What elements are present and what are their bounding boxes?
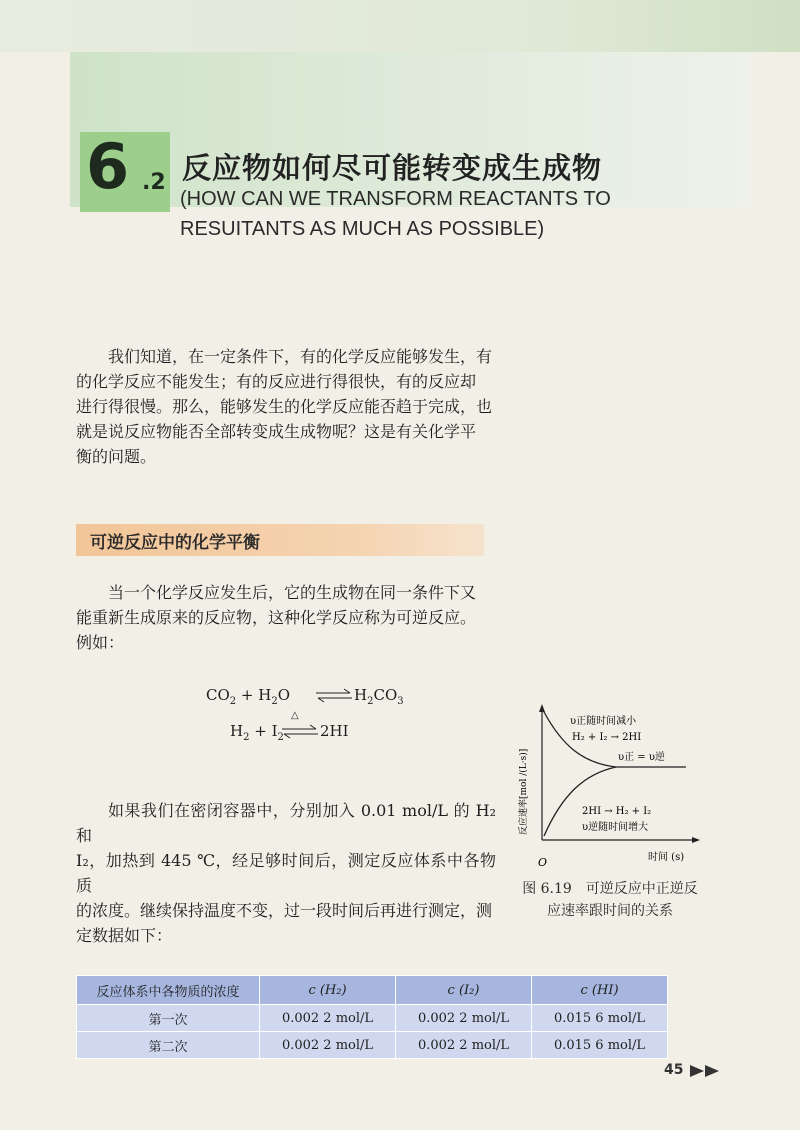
section-heading: 可逆反应中的化学平衡 (90, 533, 260, 553)
table-cell: 第二次 (77, 1032, 260, 1059)
table-cell: 0.015 6 mol/L (532, 1005, 668, 1032)
next-page-arrows-icon (690, 1064, 724, 1078)
para1-line-2: 能重新生成原来的反应物，这种化学反应称为可逆反应。 (76, 608, 477, 627)
intro-line-4: 就是说反应物能否全部转变成生成物呢？这是有关化学平 (76, 422, 477, 441)
equation-hydrogen-iodine (230, 722, 284, 743)
rate-time-figure (500, 700, 710, 870)
intro-line-2: 的化学反应不能发生；有的反应进行得很快，有的反应却 (76, 372, 477, 391)
forward-rate-label: υ正随时间减小 (570, 716, 637, 727)
figure-caption (510, 878, 710, 922)
reversible-arrow-1 (316, 688, 352, 704)
chapter-number: 6 (86, 130, 130, 203)
eq1-o: O (277, 686, 291, 704)
intro-line-3: 进行得很慢。那么，能够发生的化学反应能否趋于完成，也 (76, 397, 493, 416)
section-title-english (180, 184, 700, 244)
intro-line-5: 衡的问题。 (76, 447, 157, 466)
eq1-h2-sub: 2 (367, 696, 374, 707)
reversible-reaction-paragraph (76, 580, 496, 655)
table-row (77, 1005, 668, 1032)
figure-y-arrow (539, 704, 545, 712)
table-cell: 0.002 2 mol/L (260, 1032, 396, 1059)
experiment-line-1: 如果我们在密闭容器中，分别加入 0.01 mol/L 的 H₂ 和 (76, 801, 496, 845)
experiment-paragraph (76, 798, 496, 948)
experiment-line-3: 的浓度。继续保持温度不变，过一段时间后再进行测定，测 (76, 901, 493, 920)
figure-origin: O (538, 856, 548, 869)
figure-x-label: 时间 (s) (648, 852, 685, 863)
page-number: 45 (664, 1062, 684, 1078)
concentration-table (76, 975, 668, 1059)
table-cell: 0.015 6 mol/L (532, 1032, 668, 1059)
table-cell: 0.002 2 mol/L (260, 1005, 396, 1032)
reverse-rate-label: υ逆随时间增大 (582, 822, 649, 833)
table-header-cell: 反应体系中各物质的浓度 (77, 976, 260, 1005)
title-en-line-1: (HOW CAN WE TRANSFORM REACTANTS TO (180, 188, 611, 210)
experiment-line-4: 定数据如下： (76, 926, 173, 945)
eq2-h-sub: 2 (243, 732, 250, 743)
table-header-cell: c (HI) (532, 976, 668, 1005)
eq1-co3-sub: 3 (397, 696, 404, 707)
caption-line-1: 图 6.19 可逆反应中正逆反 (522, 881, 698, 897)
experiment-line-2: I₂，加热到 445 ℃，经足够时间后，测定反应体系中各物质 (76, 851, 496, 895)
eq1-co-sub: 2 (229, 696, 237, 707)
equation-carbonic-acid (354, 686, 404, 707)
caption-line-2: 应速率跟时间的关系 (547, 903, 673, 919)
eq1-co: CO (206, 686, 230, 704)
reverse-reaction-label: 2HI → H₂ + I₂ (582, 806, 652, 817)
eq1-h2: H (354, 686, 368, 704)
intro-line-1: 我们知道，在一定条件下，有的化学反应能够发生，有 (108, 347, 493, 366)
equilibrium-label: υ正 = υ逆 (618, 752, 665, 763)
table-cell: 第一次 (77, 1005, 260, 1032)
para1-line-3: 例如： (76, 633, 125, 652)
top-color-band (0, 0, 800, 52)
eq1-h: + H (236, 686, 272, 704)
table-header-cell: c (H₂) (260, 976, 396, 1005)
intro-paragraph (76, 344, 496, 469)
forward-reaction-label: H₂ + I₂ → 2HI (572, 732, 642, 743)
title-en-line-2: RESUITANTS AS MUCH AS POSSIBLE) (180, 218, 545, 240)
figure-y-label: 反应速率[mol /(L·s)] (519, 748, 529, 835)
eq2-i-sub: 2 (277, 732, 284, 743)
reversible-arrow-2 (282, 724, 318, 740)
section-title-chinese: 反应物如何尽可能转变成生成物 (182, 151, 603, 185)
eq2-i: + I (249, 722, 278, 740)
eq1-h-sub: 2 (271, 696, 278, 707)
chapter-subnumber: .2 (142, 170, 166, 195)
heat-condition-symbol: △ (291, 710, 299, 721)
para1-line-1: 当一个化学反应发生后，它的生成物在同一条件下又 (108, 583, 477, 602)
eq2-h: H (230, 722, 244, 740)
eq1-co3: CO (373, 686, 398, 704)
table-row (77, 1032, 668, 1059)
table-cell: 0.002 2 mol/L (396, 1032, 532, 1059)
table-header-cell: c (I₂) (396, 976, 532, 1005)
equation-hi-product: 2HI (320, 722, 349, 740)
table-cell: 0.002 2 mol/L (396, 1005, 532, 1032)
equation-co2-water (206, 686, 290, 707)
figure-x-arrow (692, 837, 700, 843)
table-header-row (77, 976, 668, 1005)
